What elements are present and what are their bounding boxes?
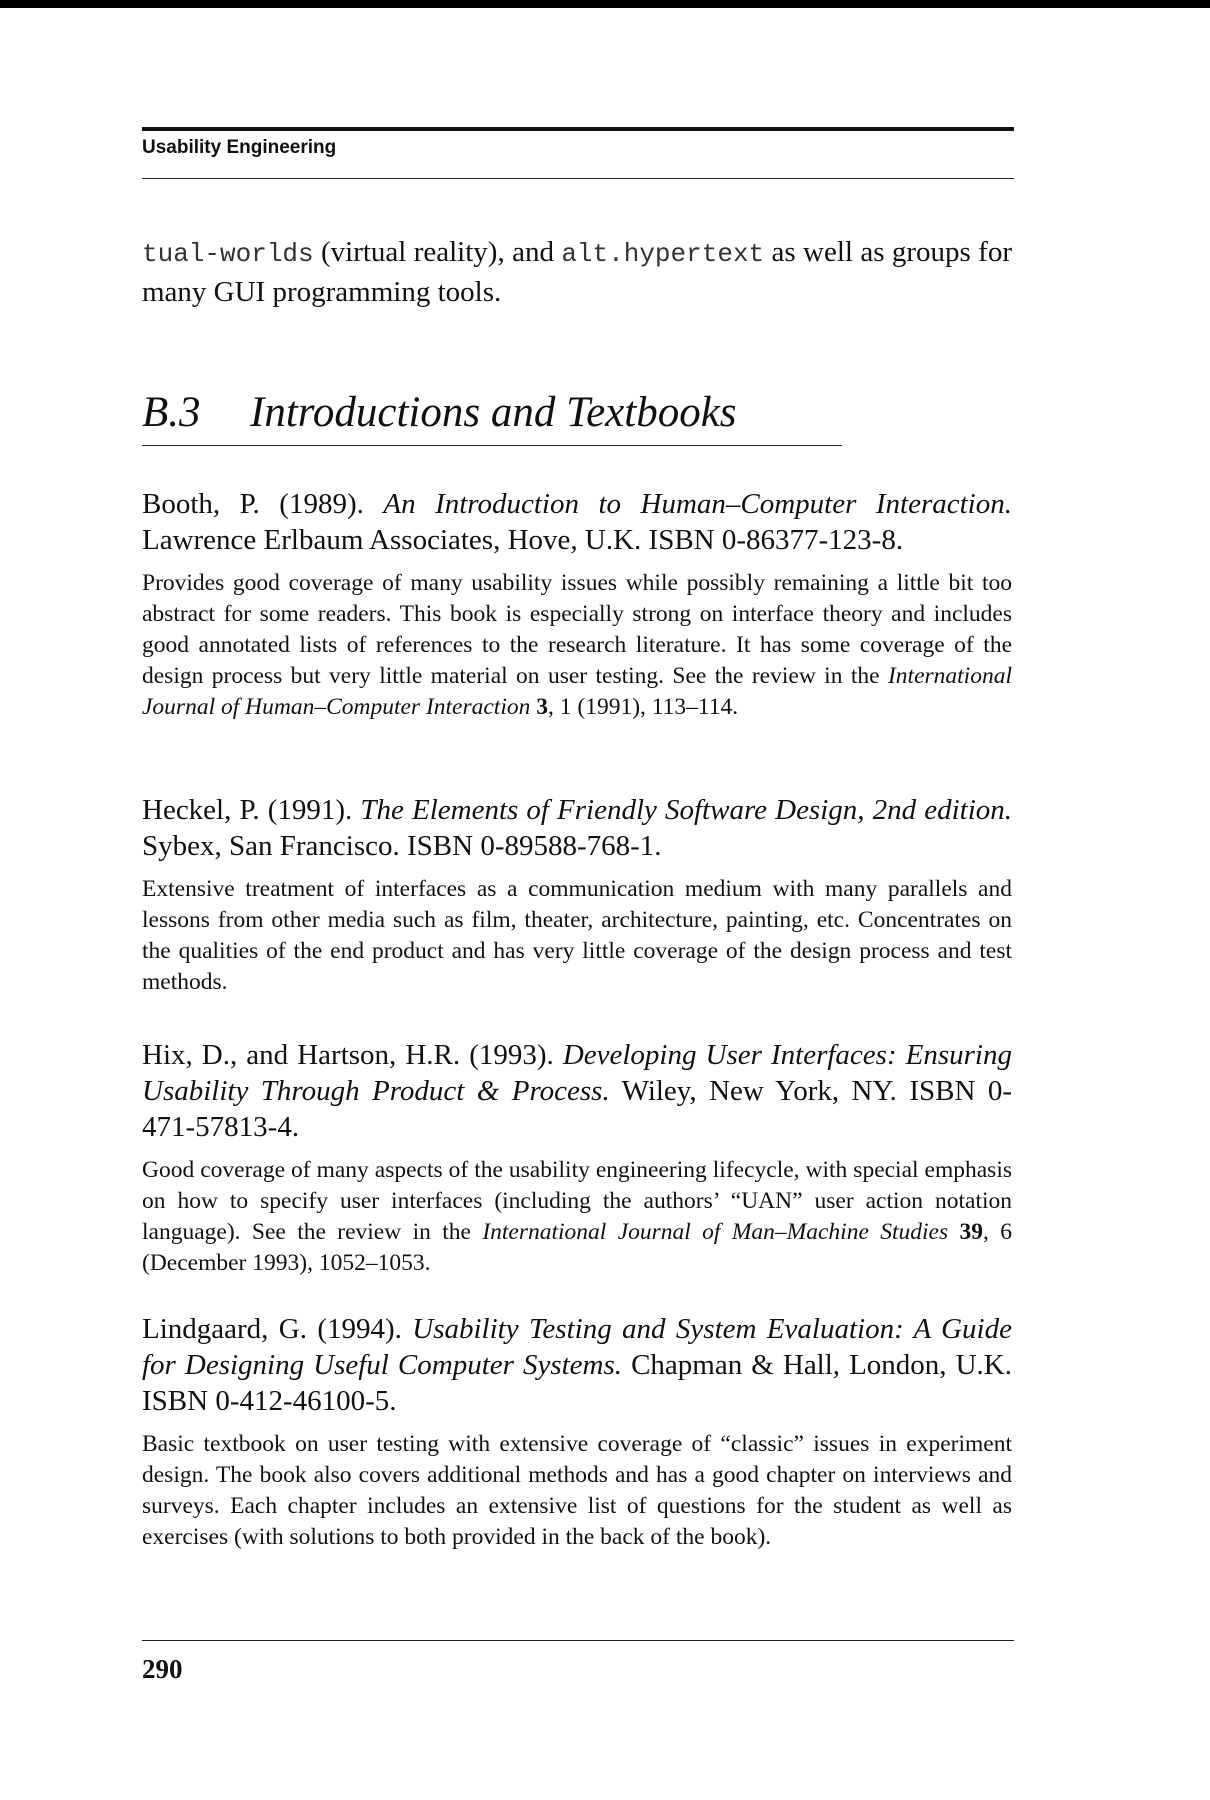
bib-entry	[142, 486, 1012, 723]
ref-authors: Booth, P. (1989).	[142, 488, 384, 520]
ref-title: An Introduction to Human–Computer Interaction.	[383, 488, 1012, 520]
bib-entry	[142, 792, 1012, 998]
annotation-text: , 1 (1991), 113–114.	[548, 694, 739, 720]
bib-entry	[142, 1037, 1012, 1279]
bib-annotation: Basic textbook on user testing with extensive coverage of “classic” issues in experiment design. The book also covers additional methods and has a good chapter on interviews and surveys. Each chapter includes an extensive list of questions for the student as well as exercises (with solutions to both provided in the back of the book).	[142, 1431, 1012, 1550]
bib-annotation: Extensive treatment of interfaces as a communication medium with many parallels and lessons from other media such as film, theater, architecture, painting, etc. Concentrates on the qualities of the end product and has very little coverage of the design process and test methods.	[142, 876, 1012, 995]
bib-reference	[142, 486, 1012, 558]
bib-reference	[142, 1037, 1012, 1145]
header-rule-thick	[142, 127, 1014, 131]
bib-reference	[142, 1311, 1012, 1419]
annotation-text: Good coverage of many aspects of the usability engineering lifecycle, with special emphasis on how to specify user interfaces (including the authors’ “UAN” user action notation language). See the review in the	[142, 1157, 1012, 1245]
ref-authors: Lindgaard, G. (1994).	[142, 1313, 413, 1345]
ref-publisher: Chapman & Hall, London, U.K. ISBN 0-412-46100-5.	[142, 1349, 1012, 1417]
ref-publisher: Lawrence Erlbaum Associates, Hove, U.K. ISBN 0-86377-123-8.	[142, 524, 904, 556]
ref-publisher: Wiley, New York, NY. ISBN 0-471-57813-4.	[142, 1075, 1012, 1143]
journal-volume: 39	[959, 1219, 983, 1245]
bib-reference	[142, 792, 1012, 864]
section-rule	[142, 445, 842, 446]
continuation-text: as well as groups for many GUI programming tools.	[142, 236, 1012, 308]
code-newsgroup: alt.hypertext	[561, 239, 765, 269]
ref-title: Usability Testing and System Evaluation: A Guide for Designing Useful Computer Systems.	[142, 1313, 1012, 1381]
section-heading	[142, 388, 737, 438]
continuation-paragraph	[142, 233, 1012, 311]
ref-title: The Elements of Friendly Software Design, 2nd edition.	[360, 794, 1013, 826]
bib-annotation	[142, 1155, 1012, 1279]
journal-name: International Journal of Human–Computer Interaction	[142, 663, 1012, 720]
ref-authors: Hix, D., and Hartson, H.R. (1993).	[142, 1039, 563, 1071]
continuation-text: (virtual reality), and	[313, 236, 562, 268]
footer-rule	[142, 1640, 1014, 1641]
section-number: B.3	[142, 389, 201, 436]
journal-name: International Journal of Man–Machine Studies	[482, 1219, 949, 1245]
running-head: Usability Engineering	[142, 137, 337, 158]
book-page	[0, 8, 1210, 1800]
header-rule-thin	[142, 178, 1014, 179]
ref-title: Developing User Interfaces: Ensuring Usability Through Product & Process.	[142, 1039, 1012, 1107]
page-number: 290	[142, 1654, 183, 1684]
journal-volume: 3	[536, 694, 548, 720]
annotation-text: , 6 (December 1993), 1052–1053.	[142, 1219, 1012, 1276]
ref-authors: Heckel, P. (1991).	[142, 794, 361, 826]
section-title: Introductions and Textbooks	[250, 389, 737, 436]
code-newsgroup: tual-worlds	[142, 239, 314, 269]
bib-annotation	[142, 568, 1012, 723]
ref-publisher: Sybex, San Francisco. ISBN 0-89588-768-1.	[142, 830, 662, 862]
annotation-text: Provides good coverage of many usability issues while possibly remaining a little bit too abstract for some readers. This book is especially strong on interface theory and includes good annotated lists of references to the research literature. It has some coverage of the design process but very little material on user testing. See the review in the	[142, 570, 1012, 689]
bib-entry	[142, 1311, 1012, 1553]
